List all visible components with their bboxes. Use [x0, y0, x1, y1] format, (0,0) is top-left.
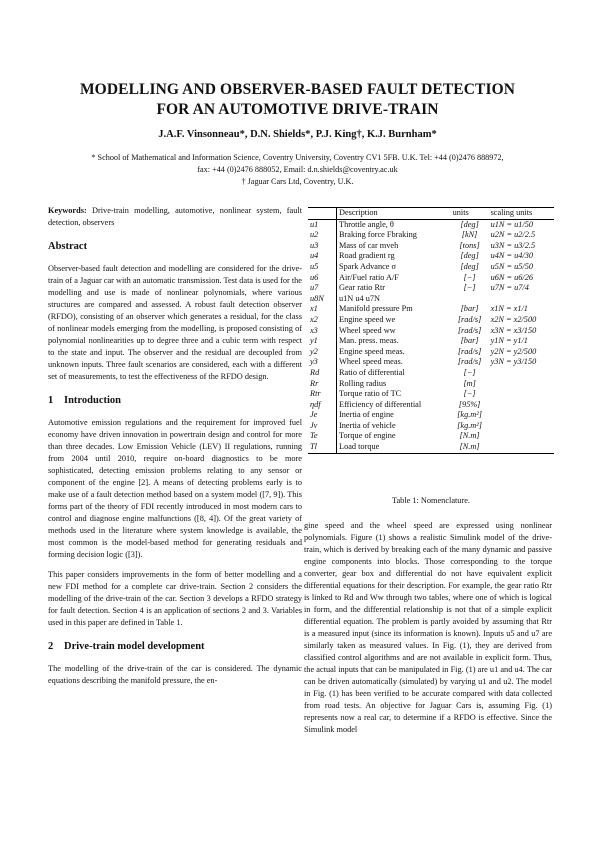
- row-symbol: y2: [310, 346, 318, 356]
- row-units: [N.m]: [451, 442, 489, 453]
- intro-paragraph-1: Automotive emission regulations and the requirement for improved fuel economy have driven innovation in powertrain design and control for more than three decades. Low Emission Vehicle (LEV) II regulations, running from 2004 until 2010, require on-board diagnostics to be more sophisticated, detecting emission problems relating to any sensor or component of the engine [2]. A means of detecting problems early is to make use of a fault detection method based on a system model ([7, 9]). This forms part of the theory of FDI recently introduced in most modern cars to control and diagnose engine malfunctions ([8, 4]). Of the great variety of methods used in the literature where system knowledge is available, the most common is the model-based method for generating residuals and forming decision logic ([3]).: [48, 418, 302, 559]
- table-row: [308, 315, 554, 326]
- table-row: [308, 421, 554, 432]
- table-row: [308, 400, 554, 411]
- row-symbol: u6: [310, 272, 319, 282]
- section-2-number: 2: [48, 641, 54, 652]
- row-symbol: u2: [310, 230, 319, 240]
- table-row: [308, 241, 554, 252]
- row-symbol: ηdf: [310, 399, 321, 409]
- row-symbol: x2: [310, 314, 318, 324]
- row-symbol: Rd: [310, 367, 320, 377]
- row-description: Mass of car mveh: [337, 241, 451, 252]
- right-column: [304, 520, 552, 744]
- keywords-label: Keywords:: [48, 206, 87, 215]
- row-scaling: u7N = u7/4: [490, 283, 529, 293]
- title-line-1: MODELLING AND OBSERVER-BASED FAULT DETECTION: [79, 81, 516, 98]
- row-symbol: Rtr: [310, 389, 321, 399]
- row-units: [−]: [463, 272, 476, 282]
- row-symbol: Je: [310, 410, 318, 420]
- row-units: [m]: [463, 378, 476, 388]
- row-symbol: Jv: [310, 420, 318, 430]
- header-scaling: scaling units: [489, 208, 554, 220]
- table-row: [308, 251, 554, 262]
- affiliation-line-1: * School of Mathematical and Information Science, Coventry University, Coventry CV1 5FB. U.K. Tel: +44 (0)2476 888972,: [91, 153, 504, 162]
- row-scaling: [489, 389, 554, 400]
- affiliation-line-3: † Jaguar Cars Ltd, Coventry, U.K.: [241, 177, 354, 186]
- row-description: Inertia of vehicle: [337, 421, 451, 432]
- row-units: [rad/s]: [457, 325, 482, 335]
- row-units: [kg.m²]: [457, 410, 482, 420]
- row-description: Ratio of differential: [337, 368, 451, 379]
- table-row: [308, 219, 554, 230]
- row-description: Engine speed meas.: [337, 347, 451, 358]
- row-scaling: [489, 379, 554, 390]
- row-scaling: [489, 421, 554, 432]
- row-units: [deg]: [460, 219, 479, 229]
- row-description: Braking force Fbraking: [337, 230, 451, 241]
- row-symbol: Rr: [310, 378, 319, 388]
- row-units: [deg]: [460, 261, 479, 271]
- row-scaling: x1N = x1/1: [490, 304, 528, 314]
- row-units: [kg.m²]: [457, 420, 482, 430]
- table-row: [308, 262, 554, 273]
- row-scaling: [489, 400, 554, 411]
- row-units: [−]: [463, 389, 476, 399]
- table-row: [308, 431, 554, 442]
- abstract-heading: Abstract: [48, 241, 88, 252]
- row-symbol: u5: [310, 261, 319, 271]
- affiliations: [30, 152, 565, 188]
- row-symbol: y3: [310, 357, 318, 367]
- row-units: [95%]: [458, 399, 481, 409]
- row-units: [rad/s]: [457, 346, 482, 356]
- row-scaling: y3N = y3/150: [490, 357, 537, 367]
- row-scaling: u1N = u1/50: [490, 219, 534, 229]
- row-scaling: [489, 294, 554, 305]
- row-scaling: x2N = x2/500: [490, 314, 537, 324]
- row-units: [bar]: [460, 304, 479, 314]
- affiliation-line-2: fax: +44 (0)2476 888052, Email: d.n.shields@coventry.ac.uk: [197, 165, 398, 174]
- row-scaling: u5N = u5/50: [490, 261, 534, 271]
- section-2-continued: gine speed and the wheel speed are expressed using nonlinear polynomials. Figure (1) shows a realistic Simulink model of the drive-train, which is derived by breaking each of the many dynamic and passive engine components into blocks. Those corresponding to the torque converter, gear box and differential do not have equivalent explicit differential equations for their description. For example, the gear ratio Rtr is linked to Rd and Ww through two tables, where one of which is logical in form, and the differential relationship is not that of a simple explicit differential equation. The problem is partly avoided by assuming that Rtr is a measured input (since its information is known). Inputs u5 and u7 are similarly taken as measured values. In Fig. (1), they are derived from classified control algorithms and are not available in explicit form. Thus, the actual inputs that can be manipulated in Fig. (1) are u1 and u4. The car can be driven automatically (simulated) by varying u1 and u2. The model in Fig. (1) has been verified to be accurate compared with data collected from road tests. An objective for Jaguar Cars is, assuming Fig. (1) represents now a real car, to determine if a RFDO is effective. Since the Simulink model: [304, 521, 552, 734]
- row-units: [tons]: [459, 240, 480, 250]
- row-description: Gear ratio Rtr: [337, 283, 451, 294]
- row-description: Efficiency of differential: [337, 400, 451, 411]
- row-scaling: u4N = u4/30: [490, 251, 534, 261]
- row-units: [kN]: [461, 230, 478, 240]
- row-description: u1N u4 u7N: [337, 294, 451, 305]
- header-description: Description: [337, 208, 451, 220]
- row-scaling: [489, 410, 554, 421]
- header-units: units: [451, 208, 489, 220]
- title-line-2: FOR AN AUTOMOTIVE DRIVE-TRAIN: [156, 101, 439, 118]
- section-2-paragraph: The modelling of the drive-train of the car is considered. The dynamic equations describing the manifold pressure, the en-: [48, 664, 302, 685]
- table-row: [308, 379, 554, 390]
- row-symbol: u8N: [310, 293, 324, 303]
- row-scaling: x3N = x3/150: [490, 325, 537, 335]
- row-scaling: y1N = y1/1: [490, 336, 528, 346]
- row-scaling: [489, 442, 554, 453]
- row-symbol: x1: [310, 304, 318, 314]
- row-units: [deg]: [460, 251, 479, 261]
- table-caption: Table 1: Nomenclature.: [392, 496, 470, 505]
- row-description: Manifold pressure Pm: [337, 304, 451, 315]
- row-description: Inertia of engine: [337, 410, 451, 421]
- nomenclature-table: [308, 207, 554, 454]
- table-row: [308, 230, 554, 241]
- section-1-number: 1: [48, 395, 54, 406]
- row-scaling: u2N = u2/2.5: [490, 230, 536, 240]
- row-units: [451, 294, 489, 305]
- table-row: [308, 442, 554, 453]
- row-symbol: u7: [310, 283, 319, 293]
- row-units: [−]: [463, 283, 476, 293]
- row-scaling: [489, 368, 554, 379]
- table-row: [308, 283, 554, 294]
- row-units: [bar]: [460, 336, 479, 346]
- row-description: Spark Advance σ: [337, 262, 451, 273]
- row-description: Road gradient rg: [337, 251, 451, 262]
- section-1-title: Introduction: [64, 395, 121, 406]
- row-units: [−]: [463, 367, 476, 377]
- abstract-text: Observer-based fault detection and modelling are considered for the drive-train of a Jaguar car with an automatic transmission. Test data is used for the modelling and use is made of nonlinear polynomials, where various structures are compared and assessed. A robust fault detection observer (RFDO), consisting of an observer which generates a residual, for the class of nonlinear models emerging from the modelling, is proposed consisting of polynomial nonlinearities up to degree three and a cubic term with respect to the state and input. The observer and the residual are decoupled from unknown inputs. Three fault scenarios are considered, each with a different set of measurements, to test the effectiveness of the RFDO design.: [48, 264, 302, 381]
- row-description: Torque ratio of TC: [337, 389, 451, 400]
- row-scaling: u6N = u6/26: [490, 272, 534, 282]
- table-row: [308, 294, 554, 305]
- row-symbol: y1: [310, 336, 318, 346]
- table-row: [308, 357, 554, 368]
- row-units: [rad/s]: [457, 357, 482, 367]
- row-units: [N.m]: [459, 431, 480, 441]
- left-column: [48, 205, 302, 695]
- row-description: Torque of engine: [337, 431, 451, 442]
- row-units: [rad/s]: [457, 314, 482, 324]
- row-description: Rolling radius: [337, 379, 451, 390]
- table-header-row: [308, 208, 554, 220]
- table-row: [308, 273, 554, 284]
- row-symbol: u1: [310, 219, 319, 229]
- row-scaling: [489, 431, 554, 442]
- row-description: Man. press. meas.: [337, 336, 451, 347]
- section-2-title: Drive-train model development: [64, 641, 205, 652]
- row-symbol: u4: [310, 251, 319, 261]
- row-description: Load torque: [337, 442, 451, 453]
- authors: J.A.F. Vinsonneau*, D.N. Shields*, P.J. King†, K.J. Burnham*: [158, 129, 437, 140]
- section-2-heading: [48, 641, 302, 653]
- table-row: [308, 336, 554, 347]
- row-description: Throttle angle, θ: [337, 219, 451, 230]
- row-description: Air/Fuel ratio A/F: [337, 273, 451, 284]
- table-row: [308, 326, 554, 337]
- row-scaling: u3N = u3/2.5: [490, 240, 536, 250]
- row-symbol: u3: [310, 240, 319, 250]
- row-description: Wheel speed ww: [337, 326, 451, 337]
- table-row: [308, 389, 554, 400]
- intro-paragraph-2: This paper considers improvements in the form of better modelling and a new FDI method for a complete car drive-train. Section 2 considers the modelling of the drive-train of the car. Section 3 develops a RFDO strategy for fault detection. Section 4 is an application of sections 2 and 3. Variables used in this paper are defined in Table 1.: [48, 570, 302, 627]
- row-symbol: x3: [310, 325, 318, 335]
- row-description: Engine speed we: [337, 315, 451, 326]
- table-row: [308, 410, 554, 421]
- row-description: Wheel speed meas.: [337, 357, 451, 368]
- row-symbol: Te: [310, 431, 318, 441]
- table-row: [308, 347, 554, 358]
- section-1-heading: [48, 395, 302, 407]
- keywords-text: Drive-train modelling, automotive, nonlinear system, fault detection, observers: [48, 206, 302, 227]
- paper-title: [30, 80, 565, 120]
- row-symbol: Tl: [308, 442, 337, 453]
- table-row: [308, 368, 554, 379]
- keywords: [48, 205, 302, 229]
- table-row: [308, 304, 554, 315]
- row-scaling: y2N = y2/500: [490, 346, 537, 356]
